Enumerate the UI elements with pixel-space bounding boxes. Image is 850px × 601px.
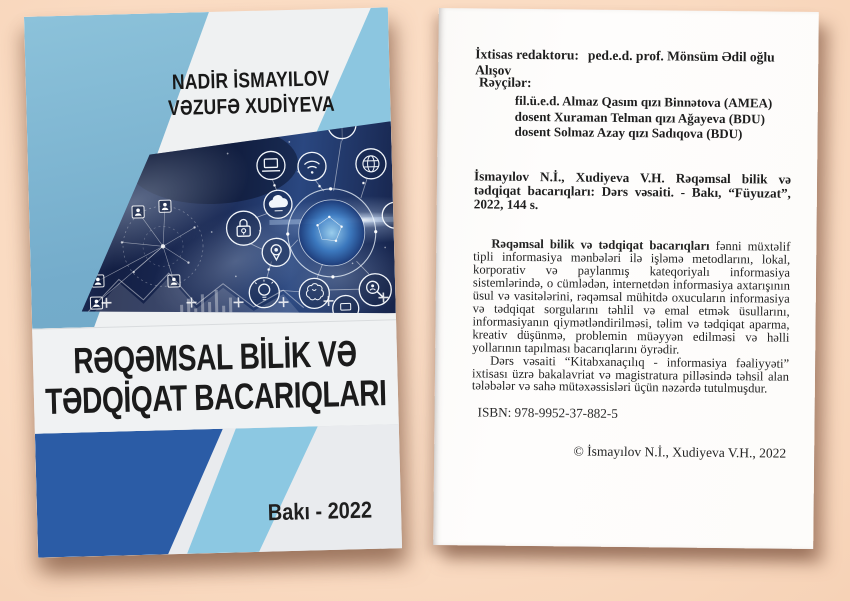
wifi-icon: [298, 152, 327, 181]
cover-imprint: Bakı - 2022: [267, 497, 373, 526]
annotation-text: [472, 237, 791, 396]
cloud-icon: [264, 190, 293, 219]
abstract-rest: fənni müxtəlif tipli informasiya mənbələri ilə işləmə metodlarını, lokal, korporativ və paylanmış kateqoriyalı informasiya sistemlərində, o cümlədən, internetdən informasiya axtarışının üsul və vasitələrini, rəqəmsal mühitdə oxucuların informasiya və tədqiqat sorgularını təhlil və emal etmək üsullarını, informasiyanın qiymətləndirilməsi, təlim və tədqiqat aparma, kreativ düşünmə, problemin müəyyən edilməsi və həlli yollarının tapılması bacarıqlarını öyrədir.: [472, 238, 791, 357]
isbn-line: ISBN: 978-9952-37-882-5: [477, 404, 618, 421]
reviewer-3: dosent Solmaz Azay qızı Sadıqova (BDU): [514, 123, 743, 142]
abstract-lead: Rəqəmsal bilik və tədqiqat bacarıqları: [491, 236, 710, 253]
imprint-page: [433, 8, 819, 549]
bibliographic-citation: İsmayılov N.İ., Xudiyeva V.H. Rəqəmsal bilik və tədqiqat bacarıqları: Dərs vəsaiti. - Bakı, “Füyuzat”, 2022, 144 s.: [473, 168, 792, 212]
editor-value: ped.e.d. prof. Mönsüm Ədil oğlu Alışov: [475, 47, 775, 78]
cover-title-line1: RƏQƏMSAL BİLİK VƏ: [72, 332, 358, 382]
cover-title-band: [32, 319, 399, 434]
reviewers-label: Rəyçilər:: [478, 74, 532, 90]
cover-bottom-band: [35, 424, 402, 557]
search-icon: [359, 273, 392, 306]
brain-icon: [299, 278, 330, 309]
cover-author-1: NADİR İSMAYILOV: [171, 67, 330, 95]
cover-title-line2: TƏDQİQAT BACARIQLARI: [44, 371, 388, 422]
cover-author-2: VƏZUFƏ XUDİYEVA: [167, 92, 336, 121]
laptop-icon: [257, 151, 286, 180]
location-pin-icon: [262, 238, 291, 267]
reviewer-1: fil.ü.e.d. Almaz Qasım qızı Binnətova (AMEA): [514, 92, 773, 111]
lock-icon: [226, 211, 261, 246]
editor-label: İxtisas redaktoru:: [475, 46, 580, 63]
copyright-line: © İsmayılov N.İ., Xudiyeva V.H., 2022: [573, 443, 787, 461]
globe-icon: [356, 148, 387, 179]
abstract-paragraph: [472, 237, 790, 357]
reviewers-list: [514, 93, 772, 142]
reviewer-2: dosent Xuraman Telman qızı Ağayeva (BDU): [514, 108, 766, 126]
book-front-cover: [24, 7, 402, 557]
cover-authors: [152, 66, 350, 123]
audience-paragraph: Dərs vəsaiti “Kitabxanaçılıq - informasiya fəaliyyəti” ixtisası üzrə bakalavriat və magistratura pilləsində təhsil alan tələbələr və sahə mütəxəssisləri üçün nəzərdə tutulmuşdur.: [471, 353, 790, 396]
